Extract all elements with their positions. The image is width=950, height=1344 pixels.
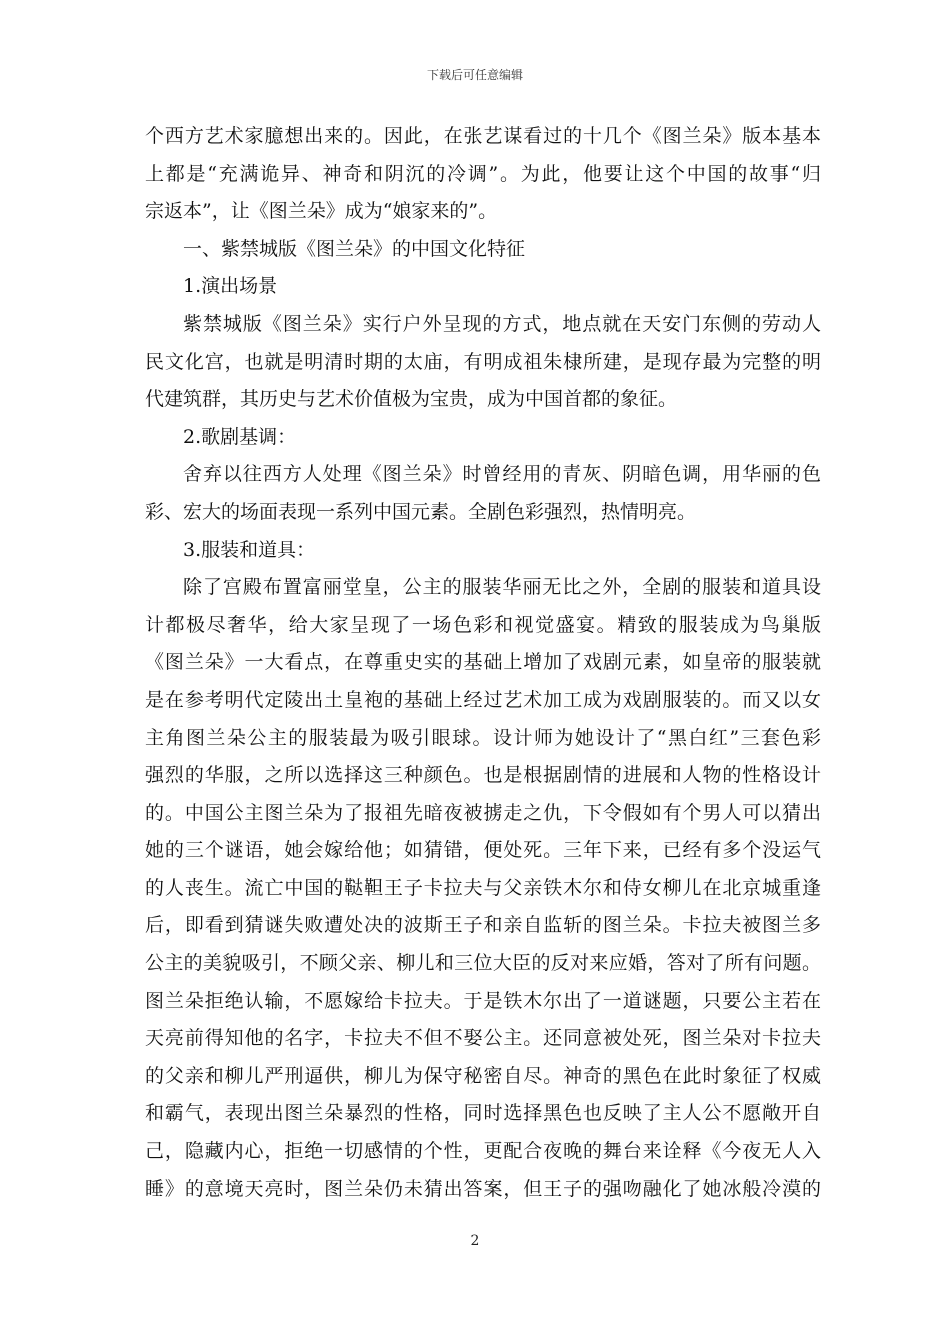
text-line: 睡》的意境天亮时，图兰朵仍未猜出答案，但王子的强吻融化了她冰般冷漠的 [145,1177,821,1200]
text-line: 计都极尽奢华，给大家呈现了一场色彩和视觉盛宴。精致的服装成为鸟巢版 [145,613,821,636]
text-line: 己，隐藏内心，拒绝一切感情的个性，更配合夜晚的舞台来诠释《今夜无人入 [145,1140,821,1163]
text-line: 的父亲和柳儿严刑逼供，柳儿为保守秘密自尽。神奇的黑色在此时象征了权威 [145,1064,821,1087]
text-line: 是在参考明代定陵出土皇袍的基础上经过艺术加工成为戏剧服装的。而又以女 [145,688,821,711]
text-line: 上都是“充满诡异、神奇和阴沉的冷调”。为此，他要让这个中国的故事“归 [145,162,821,185]
subsection-heading: 1.演出场景 [183,275,278,298]
text-line: 民文化宫，也就是明清时期的太庙，有明成祖朱棣所建，是现存最为完整的明 [145,350,821,373]
text-line: 主角图兰朵公主的服装最为吸引眼球。设计师为她设计了“黑白红”三套色彩 [145,726,821,749]
page-header: 下载后可任意编辑 [426,68,523,82]
text-line: 紫禁城版《图兰朵》实行户外呈现的方式，地点就在天安门东侧的劳动人 [183,312,821,335]
section-heading: 一、紫禁城版《图兰朵》的中国文化特征 [183,237,526,260]
text-line: 后，即看到猜谜失败遭处决的波斯王子和亲自监斩的图兰朵。卡拉夫被图兰多 [145,914,821,937]
text-line: 她的三个谜语，她会嫁给他；如猜错，便处死。三年下来，已经有多个没运气 [145,839,821,862]
text-line: 强烈的华服，之所以选择这三种颜色。也是根据剧情的进展和人物的性格设计 [145,764,821,787]
text-line: 和霸气，表现出图兰朵暴烈的性格，同时选择黑色也反映了主人公不愿敞开自 [145,1102,821,1125]
text-line: 除了宫殿布置富丽堂皇，公主的服装华丽无比之外，全剧的服装和道具设 [183,576,821,599]
subsection-heading: 3.服装和道具： [183,538,316,561]
body-text [145,118,821,1208]
text-line: 代建筑群，其历史与艺术价值极为宝贵，成为中国首都的象征。 [145,388,678,411]
page-number: 2 [470,1233,480,1249]
text-line: 彩、宏大的场面表现一系列中国元素。全剧色彩强烈，热情明亮。 [145,500,697,523]
text-line: 公主的美貌吸引，不顾父亲、柳儿和三位大臣的反对来应婚，答对了所有问题。 [145,952,821,975]
text-line: 天亮前得知他的名字，卡拉夫不但不娶公主。还同意被处死，图兰朵对卡拉夫 [145,1027,821,1050]
subsection-heading: 2.歌剧基调： [183,425,297,448]
text-line: 的。中国公主图兰朵为了报祖先暗夜被掳走之仇，下令假如有个男人可以猜出 [145,801,821,824]
text-line: 舍弃以往西方人处理《图兰朵》时曾经用的青灰、阴暗色调，用华丽的色 [183,463,821,486]
text-line: 《图兰朵》一大看点，在尊重史实的基础上增加了戏剧元素，如皇帝的服装就 [145,651,821,674]
text-line: 个西方艺术家臆想出来的。因此，在张艺谋看过的十几个《图兰朵》版本基本 [145,125,821,147]
text-line: 宗返本”，让《图兰朵》成为“娘家来的”。 [145,200,498,223]
text-line: 的人丧生。流亡中国的鞑靼王子卡拉夫与父亲铁木尔和侍女柳儿在北京城重逢 [145,876,821,899]
text-line: 图兰朵拒绝认输，不愿嫁给卡拉夫。于是铁木尔出了一道谜题，只要公主若在 [145,989,821,1012]
